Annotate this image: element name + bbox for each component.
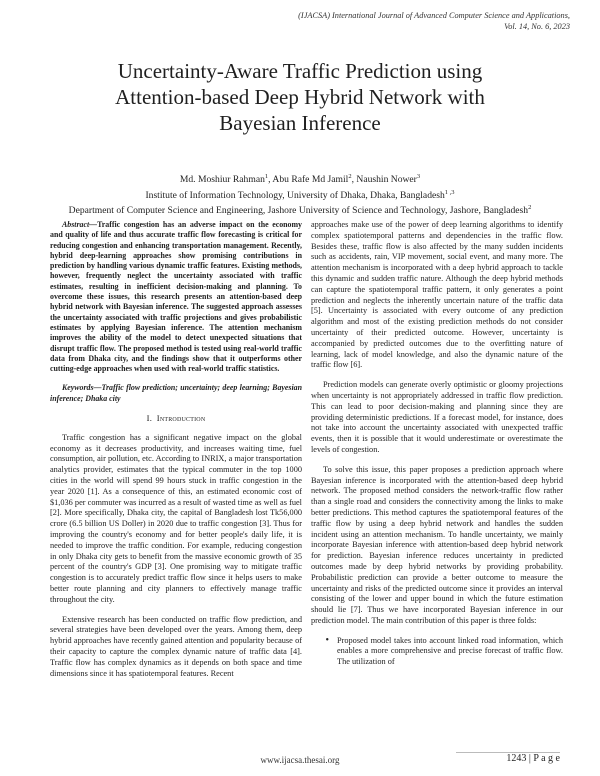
affiliation-2	[20, 202, 580, 218]
intro-paragraph-1: Traffic congestion has a significant negative impact on the global economy as it decreases productivity, and increases waiting time, fuel consumption, air pollution, etc. According to INRIX, a major transportation analytics provider, estimates that the typical commuter in the top 1000 cities in the world will spend 99 hours stuck in traffic congestion in the year 2020 [1]. As a consequence of this, an estimated economic cost of $1,036 per commuter was incurred as a result of wasted time as well as fuel [2]. More specifically, Dhaka city, the capital of Bangladesh lost Tk56,000 crore (6.5 billion US Doller) in 2020 due to traffic congestion [3]. Thus for improving the country's economy and for better people's daily life, it is needed to improve the traffic condition. For example, reducing congestion in only Dhaka city gets to benefit from the massive economic growth of 35 percent of the country's GDP [3]. One promising way to mitigate traffic congestion is to accurately predict traffic flow since it helps users to make better route planning and city planners to effectively manage traffic throughout the city.	[50, 432, 302, 604]
affiliation-1-text: Institute of Information Technology, University of Dhaka, Dhaka, Bangladesh	[145, 189, 445, 201]
title-line-1: Uncertainty-Aware Traffic Prediction using	[117, 59, 483, 83]
intro-paragraph-5: To solve this issue, this paper proposes a prediction approach where Bayesian inference is incorporated with the attention-based deep hybrid network. The proposed method considers the network-traffic flow rather than a single road and considers the connectivity among the links to make better predictions. This method captures the spatiotemporal features of the traffic flow by using a deep hybrid network and handles the sudden incident using an attention mechanism. To handle uncertainty, we mainly incorporate Bayesian inference with attention-based deep hybrid network for prediction. Bayesian inference reduces uncertainty in predicted outcomes made by deep hybrid networks by providing probability. Probabilistic prediction can provide a better outcome to measure the uncertainty and risks of the predicted outcome since it provides an interval consisting of the lower and upper bound in which the future estimation should lie [7]. Thus we have incorporated Bayesian inference in our prediction model. The main contribution of this paper is three folds:	[311, 464, 563, 625]
author-block	[20, 171, 580, 218]
journal-name: (IJACSA) International Journal of Advanced Computer Science and Applications,	[298, 11, 570, 20]
keywords: Keywords—Traffic flow prediction; uncertainty; deep learning; Bayesian inference; Dhaka city	[50, 383, 302, 403]
bullet-icon: •	[325, 634, 329, 646]
abstract	[50, 220, 302, 374]
page-number: 1243 | P a g e	[506, 753, 560, 764]
author-2-sup: 2	[348, 173, 352, 180]
affiliation-1	[20, 187, 580, 203]
contribution-bullet-1	[311, 636, 563, 668]
author-3: , Naushin Nower	[351, 174, 417, 186]
abstract-text: Traffic congestion has an adverse impact on the economy and quality of life and thus accurate traffic flow forecasting is critical for reducing congestion and enhancing transportation management. Recently, hybrid deep-learning approaches show promising contributions in prediction by handling various dynamic traffic features. Existing methods, however, frequently neglect the uncertainty associated with traffic estimates, resulting in inefficient decision-making and planning. To overcome these issues, this research presents an attention-based deep hybrid network with Bayesian inference. The suggested approach assesses the uncertainty associated with traffic projections and gives probabilistic estimates by applying Bayesian inference. The attention mechanism improves the ability of the model to detect unexpected situations that disrupt traffic flow. The proposed method is tested using real-world traffic data from Dhaka city, and the findings show that it outperforms other cutting-edge approaches when used with real-world traffic statistics.	[50, 220, 302, 374]
title-line-2: Attention-based Deep Hybrid Network with	[115, 85, 485, 109]
right-column	[311, 220, 563, 668]
footer-url[interactable]: www.ijacsa.thesai.org	[260, 755, 340, 765]
author-1: Md. Moshiur Rahman	[179, 174, 265, 186]
section-heading-introduction	[50, 413, 302, 424]
author-3-sup: 3	[416, 173, 421, 180]
intro-paragraph-4: Prediction models can generate overly optimistic or gloomy projections when uncertainty is not appropriately addressed in traffic flow prediction. This can lead to poor decision-making and planning since they are providing deterministic predictions. If a forecast model, for instance, does not take into account the uncertainty associated with unexpected traffic events, then it is possible that it would underestimate or overestimate the levels of congestion.	[311, 380, 563, 454]
author-2: , Abu Rafe Md Jamil	[268, 174, 349, 186]
journal-header	[170, 10, 570, 32]
intro-paragraph-2: Extensive research has been conducted on traffic flow prediction, and several strategies have been developed over the years. Among them, deep hybrid approaches have recently gained attention and popularity because of their capacity to capture the complex dynamic nature of traffic data [4]. Traffic flow has complex dynamics as it depends on both space and time dimensions since it has spatiotemporal features. Recent	[50, 614, 302, 678]
intro-paragraph-3: approaches make use of the power of deep learning algorithms to identify complex spatiotemporal patterns and dependencies in the traffic flow. Besides these, traffic flow is also affected by the many sudden incidents such as accidents, rain, VIP movement, social event, and many more. The attention mechanism is incorporated with a deep hybrid approach to tackle this dynamic and sudden traffic nature. Although the deep hybrid methods can capture the spatiotemporal traffic pattern, it only generates a point prediction and neglects the inherently uncertain nature of the traffic data [5]. Uncertainty is associated with every outcome of any prediction algorithm and most of the existing prediction methods do not consider uncertainty of their predicted outcome. However, uncertainty is accompanied by predicted outcomes due to the overfitting nature of learning, lack of model knowledge, and also the dynamic nature of the traffic flow [6].	[311, 220, 563, 370]
author-1-sup: 1	[264, 173, 269, 180]
author-list	[20, 171, 580, 187]
left-column	[50, 220, 302, 688]
affiliation-2-sup: 2	[528, 204, 532, 212]
abstract-lead: Abstract—	[62, 220, 98, 229]
section-number: I.	[146, 413, 153, 424]
section-title: Introduction	[156, 413, 206, 424]
title-line-3: Bayesian Inference	[219, 111, 381, 135]
bullet-text: Proposed model takes into account linked road information, which enables a more comprehensive and precise forecast of traffic flow. The utilization of	[337, 635, 563, 667]
affiliation-1-sup: 1 ,3	[444, 188, 455, 196]
paper-title	[40, 58, 560, 136]
journal-volume: Vol. 14, No. 6, 2023	[504, 22, 570, 31]
affiliation-2-text: Department of Computer Science and Engineering, Jashore University of Science and Technology, Jashore, Bangladesh	[68, 205, 529, 217]
